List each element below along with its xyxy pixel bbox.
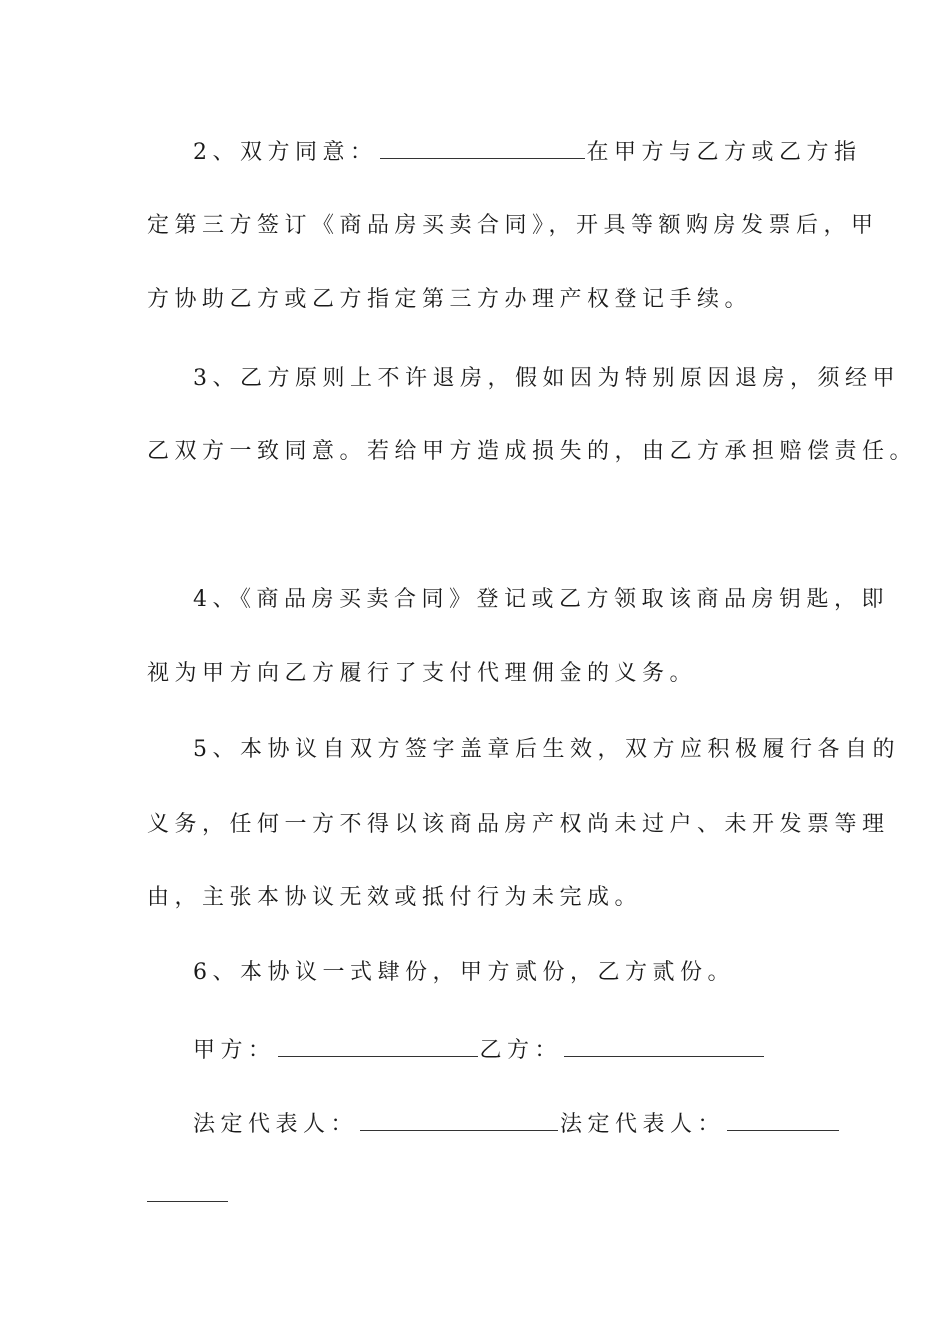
clause-2-line-1 [193, 138, 862, 168]
party-b-label: 乙方： [479, 1038, 563, 1063]
rep-a-label: 法定代表人： [193, 1112, 359, 1137]
party-a-label: 甲方： [193, 1038, 276, 1063]
clause-2-suffix: 在甲方与乙方或乙方指 [586, 140, 862, 165]
party-a-blank [278, 1036, 478, 1057]
agreement-blank [380, 138, 585, 159]
clause-6-line-1: 6、本协议一式肆份，甲方贰份，乙方贰份。 [193, 960, 735, 985]
clause-4-line-1: 4、《商品房买卖合同》登记或乙方领取该商品房钥匙，即 [193, 587, 889, 612]
clause-2-line-3: 方协助乙方或乙方指定第三方办理产权登记手续。 [147, 287, 753, 312]
party-b-blank [564, 1036, 764, 1057]
party-signature-line [193, 1036, 766, 1066]
clause-4-line-2: 视为甲方向乙方履行了支付代理佣金的义务。 [147, 661, 698, 686]
rep-b-blank-continuation [147, 1201, 228, 1202]
rep-a-blank [360, 1110, 558, 1131]
clause-5-line-3: 由，主张本协议无效或抵付行为未完成。 [147, 885, 643, 910]
clause-5-line-2: 义务，任何一方不得以该商品房产权尚未过户、未开发票等理 [147, 812, 890, 837]
clause-2-line-2: 定第三方签订《商品房买卖合同》，开具等额购房发票后，甲 [147, 213, 879, 238]
clause-2-prefix: 2、双方同意： [193, 140, 378, 165]
rep-b-blank [727, 1110, 839, 1131]
clause-5-line-1: 5、本协议自双方签字盖章后生效，双方应积极履行各自的 [193, 737, 900, 762]
clause-3-line-1: 3、乙方原则上不许退房，假如因为特别原因退房，须经甲 [193, 366, 900, 391]
clause-3-line-2: 乙双方一致同意。若给甲方造成损失的，由乙方承担赔偿责任。 [147, 439, 918, 464]
rep-b-label: 法定代表人： [560, 1112, 726, 1137]
representative-signature-line [193, 1110, 841, 1140]
